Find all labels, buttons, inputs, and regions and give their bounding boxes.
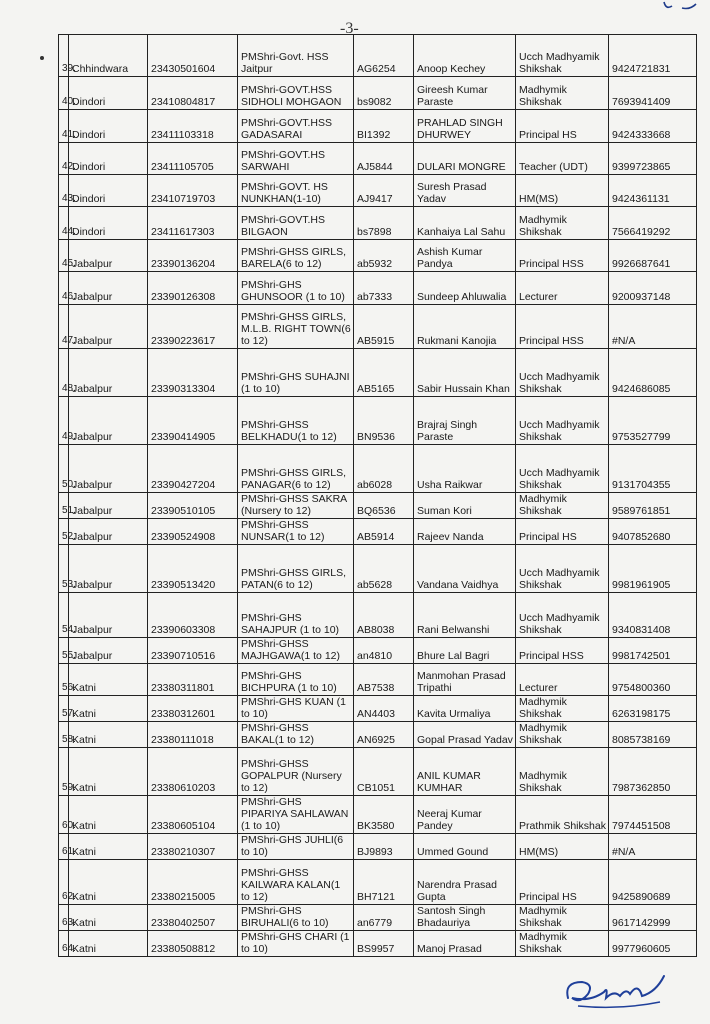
cell-code: 23380402507 xyxy=(148,905,238,931)
cell-mobile: 9131704355 xyxy=(609,445,697,493)
cell-school: PMShri-GOVT.HSS GADASARAI xyxy=(238,110,354,143)
cell-id: AN4403 xyxy=(354,696,414,722)
cell-code: 23390603308 xyxy=(148,593,238,638)
cell-id: BK3580 xyxy=(354,796,414,834)
cell-school: PMShri-GHSS GIRLS, BARELA(6 to 12) xyxy=(238,240,354,272)
cell-post: Principal HS xyxy=(516,110,609,143)
cell-name: Neeraj Kumar Pandey xyxy=(414,796,516,834)
cell-id: ab6028 xyxy=(354,445,414,493)
cell-code: 23411617303 xyxy=(148,207,238,240)
table-row xyxy=(59,493,697,519)
table-row xyxy=(59,397,697,445)
table-row xyxy=(59,860,697,905)
table-row xyxy=(59,748,697,796)
cell-mobile: 9617142999 xyxy=(609,905,697,931)
cell-code: 23390427204 xyxy=(148,445,238,493)
table-row xyxy=(59,593,697,638)
cell-name: Gireesh Kumar Paraste xyxy=(414,77,516,110)
cell-school: PMShri-GHS BIRUHALI(6 to 10) xyxy=(238,905,354,931)
cell-code: 23380610203 xyxy=(148,748,238,796)
cell-id: ab5932 xyxy=(354,240,414,272)
cell-mobile: 7987362850 xyxy=(609,748,697,796)
cell-sn: 52. xyxy=(59,519,69,545)
cell-name: Narendra Prasad Gupta xyxy=(414,860,516,905)
table-row xyxy=(59,796,697,834)
cell-code: 23390126308 xyxy=(148,272,238,305)
cell-post: HM(MS) xyxy=(516,834,609,860)
cell-district: Katni xyxy=(69,748,148,796)
cell-id: AB7538 xyxy=(354,664,414,696)
cell-school: PMShri-GOVT.HSS SIDHOLI MOHGAON xyxy=(238,77,354,110)
cell-id: AG6254 xyxy=(354,35,414,77)
cell-id: BI1392 xyxy=(354,110,414,143)
cell-id: an6779 xyxy=(354,905,414,931)
cell-mobile: 9926687641 xyxy=(609,240,697,272)
cell-sn: 49. xyxy=(59,397,69,445)
cell-name: Ummed Gound xyxy=(414,834,516,860)
cell-code: 23390510105 xyxy=(148,493,238,519)
cell-post: Madhymik Shikshak xyxy=(516,748,609,796)
cell-name: Gopal Prasad Yadav xyxy=(414,722,516,748)
cell-name: DULARI MONGRE xyxy=(414,143,516,175)
cell-code: 23390223617 xyxy=(148,305,238,349)
cell-id: AB5914 xyxy=(354,519,414,545)
cell-sn: 42. xyxy=(59,143,69,175)
table-row xyxy=(59,240,697,272)
table-row xyxy=(59,834,697,860)
cell-school: PMShri-GHSS GIRLS, PANAGAR(6 to 12) xyxy=(238,445,354,493)
cell-name: Santosh Singh Bhadauriya xyxy=(414,905,516,931)
cell-post: Madhymik Shikshak xyxy=(516,931,609,957)
cell-sn: 53. xyxy=(59,545,69,593)
cell-district: Jabalpur xyxy=(69,305,148,349)
cell-post: Principal HS xyxy=(516,860,609,905)
cell-post: Ucch Madhyamik Shikshak xyxy=(516,349,609,397)
cell-code: 23410719703 xyxy=(148,175,238,207)
cell-district: Jabalpur xyxy=(69,445,148,493)
table-row xyxy=(59,905,697,931)
cell-school: PMShri-Govt. HSS Jaitpur xyxy=(238,35,354,77)
cell-id: AB8038 xyxy=(354,593,414,638)
cell-sn: 44. xyxy=(59,207,69,240)
table-row xyxy=(59,110,697,143)
cell-id: an4810 xyxy=(354,638,414,664)
cell-code: 23380111018 xyxy=(148,722,238,748)
cell-mobile: 7693941409 xyxy=(609,77,697,110)
cell-mobile: 6263198175 xyxy=(609,696,697,722)
cell-mobile: 9424686085 xyxy=(609,349,697,397)
cell-id: bs7898 xyxy=(354,207,414,240)
cell-district: Katni xyxy=(69,722,148,748)
cell-id: AJ5844 xyxy=(354,143,414,175)
cell-name: ANIL KUMAR KUMHAR xyxy=(414,748,516,796)
cell-name: Anoop Kechey xyxy=(414,35,516,77)
cell-mobile: 8085738169 xyxy=(609,722,697,748)
cell-id: AB5165 xyxy=(354,349,414,397)
cell-school: PMShri-GHSS BAKAL(1 to 12) xyxy=(238,722,354,748)
cell-id: AN6925 xyxy=(354,722,414,748)
cell-post: Principal HSS xyxy=(516,638,609,664)
cell-name: Manmohan Prasad Tripathi xyxy=(414,664,516,696)
cell-mobile: 9200937148 xyxy=(609,272,697,305)
page-number-mark: -3- xyxy=(340,20,359,37)
table-row xyxy=(59,207,697,240)
cell-id: BH7121 xyxy=(354,860,414,905)
cell-district: Jabalpur xyxy=(69,593,148,638)
cell-post: Madhymik Shikshak xyxy=(516,696,609,722)
cell-post: Madhymik Shikshak xyxy=(516,722,609,748)
cell-id: CB1051 xyxy=(354,748,414,796)
cell-school: PMShri-GHS SUHAJNI (1 to 10) xyxy=(238,349,354,397)
cell-id: AJ9417 xyxy=(354,175,414,207)
cell-post: Principal HS xyxy=(516,519,609,545)
cell-post: Principal HSS xyxy=(516,305,609,349)
cell-post: Madhymik Shikshak xyxy=(516,493,609,519)
cell-name: Ashish Kumar Pandya xyxy=(414,240,516,272)
cell-sn: 39. xyxy=(59,35,69,77)
cell-sn: 61. xyxy=(59,834,69,860)
cell-code: 23380605104 xyxy=(148,796,238,834)
cell-id: ab7333 xyxy=(354,272,414,305)
cell-district: Chhindwara xyxy=(69,35,148,77)
cell-sn: 59. xyxy=(59,748,69,796)
cell-mobile: 7974451508 xyxy=(609,796,697,834)
cell-code: 23380508812 xyxy=(148,931,238,957)
cell-district: Jabalpur xyxy=(69,519,148,545)
table-row xyxy=(59,545,697,593)
cell-code: 23430501604 xyxy=(148,35,238,77)
cell-code: 23410804817 xyxy=(148,77,238,110)
cell-school: PMShri-GOVT. HS NUNKHAN(1-10) xyxy=(238,175,354,207)
cell-school: PMShri-GHS JUHLI(6 to 10) xyxy=(238,834,354,860)
table-row xyxy=(59,664,697,696)
cell-school: PMShri-GHS GHUNSOOR (1 to 10) xyxy=(238,272,354,305)
cell-district: Katni xyxy=(69,860,148,905)
cell-post: Lecturer xyxy=(516,664,609,696)
cell-school: PMShri-GHS CHARI (1 to 10) xyxy=(238,931,354,957)
cell-district: Katni xyxy=(69,664,148,696)
cell-name: Bhure Lal Bagri xyxy=(414,638,516,664)
cell-sn: 40. xyxy=(59,77,69,110)
cell-id: bs9082 xyxy=(354,77,414,110)
cell-school: PMShri-GOVT.HS SARWAHI xyxy=(238,143,354,175)
margin-dot xyxy=(40,56,44,60)
cell-sn: 58. xyxy=(59,722,69,748)
cell-school: PMShri-GHS BICHPURA (1 to 10) xyxy=(238,664,354,696)
cell-name: Suresh Prasad Yadav xyxy=(414,175,516,207)
cell-id: BJ9893 xyxy=(354,834,414,860)
cell-id: ab5628 xyxy=(354,545,414,593)
table-row xyxy=(59,143,697,175)
cell-district: Jabalpur xyxy=(69,397,148,445)
cell-post: Principal HSS xyxy=(516,240,609,272)
cell-sn: 51. xyxy=(59,493,69,519)
cell-name: Usha Raikwar xyxy=(414,445,516,493)
cell-code: 23380312601 xyxy=(148,696,238,722)
cell-mobile: 9340831408 xyxy=(609,593,697,638)
table-row xyxy=(59,696,697,722)
cell-post: Madhymik Shikshak xyxy=(516,207,609,240)
cell-post: Lecturer xyxy=(516,272,609,305)
cell-school: PMShri-GHSS GIRLS, PATAN(6 to 12) xyxy=(238,545,354,593)
cell-name: Rajeev Nanda xyxy=(414,519,516,545)
cell-school: PMShri-GHSS SAKRA (Nursery to 12) xyxy=(238,493,354,519)
cell-code: 23380210307 xyxy=(148,834,238,860)
cell-school: PMShri-GHSS GOPALPUR (Nursery to 12) xyxy=(238,748,354,796)
cell-post: Ucch Madhyamik Shikshak xyxy=(516,397,609,445)
cell-sn: 63. xyxy=(59,905,69,931)
cell-school: PMShri-GHS PIPARIYA SAHLAWAN (1 to 10) xyxy=(238,796,354,834)
cell-code: 23411105705 xyxy=(148,143,238,175)
cell-post: Ucch Madhyamik Shikshak xyxy=(516,35,609,77)
cell-district: Dindori xyxy=(69,77,148,110)
cell-name: Kanhaiya Lal Sahu xyxy=(414,207,516,240)
cell-post: Ucch Madhyamik Shikshak xyxy=(516,445,609,493)
cell-post: Teacher (UDT) xyxy=(516,143,609,175)
cell-mobile: 9425890689 xyxy=(609,860,697,905)
cell-sn: 43. xyxy=(59,175,69,207)
cell-district: Katni xyxy=(69,834,148,860)
cell-name: Manoj Prasad xyxy=(414,931,516,957)
cell-district: Jabalpur xyxy=(69,272,148,305)
cell-sn: 48. xyxy=(59,349,69,397)
cell-district: Dindori xyxy=(69,143,148,175)
cell-district: Katni xyxy=(69,696,148,722)
table-row xyxy=(59,638,697,664)
table-row xyxy=(59,722,697,748)
cell-code: 23390414905 xyxy=(148,397,238,445)
cell-mobile: #N/A xyxy=(609,305,697,349)
cell-code: 23390513420 xyxy=(148,545,238,593)
cell-post: Madhymik Shikshak xyxy=(516,905,609,931)
cell-school: PMShri-GHS SAHAJPUR (1 to 10) xyxy=(238,593,354,638)
cell-district: Katni xyxy=(69,796,148,834)
cell-sn: 54. xyxy=(59,593,69,638)
cell-school: PMShri-GHS KUAN (1 to 10) xyxy=(238,696,354,722)
cell-post: Ucch Madhyamik Shikshak xyxy=(516,593,609,638)
cell-school: PMShri-GHSS KAILWARA KALAN(1 to 12) xyxy=(238,860,354,905)
cell-sn: 62. xyxy=(59,860,69,905)
cell-district: Dindori xyxy=(69,110,148,143)
cell-sn: 64. xyxy=(59,931,69,957)
cell-school: PMShri-GHSS MAJHGAWA(1 to 12) xyxy=(238,638,354,664)
table-row xyxy=(59,349,697,397)
cell-post: Ucch Madhyamik Shikshak xyxy=(516,545,609,593)
cell-name: Rani Belwanshi xyxy=(414,593,516,638)
cell-mobile: 7566419292 xyxy=(609,207,697,240)
cell-id: BS9957 xyxy=(354,931,414,957)
cell-school: PMShri-GHSS NUNSAR(1 to 12) xyxy=(238,519,354,545)
cell-school: PMShri-GHSS GIRLS, M.L.B. RIGHT TOWN(6 to 12) xyxy=(238,305,354,349)
cell-sn: 47. xyxy=(59,305,69,349)
cell-mobile: 9407852680 xyxy=(609,519,697,545)
cell-code: 23380215005 xyxy=(148,860,238,905)
cell-district: Jabalpur xyxy=(69,349,148,397)
cell-district: Jabalpur xyxy=(69,638,148,664)
pen-scribble-icon xyxy=(660,0,700,12)
cell-name: Kavita Urmaliya xyxy=(414,696,516,722)
cell-sn: 60. xyxy=(59,796,69,834)
cell-post: HM(MS) xyxy=(516,175,609,207)
cell-id: AB5915 xyxy=(354,305,414,349)
cell-district: Jabalpur xyxy=(69,545,148,593)
cell-name: Vandana Vaidhya xyxy=(414,545,516,593)
table-row xyxy=(59,77,697,110)
cell-code: 23390136204 xyxy=(148,240,238,272)
cell-code: 23390524908 xyxy=(148,519,238,545)
cell-mobile: 9424333668 xyxy=(609,110,697,143)
cell-code: 23390313304 xyxy=(148,349,238,397)
table-row xyxy=(59,35,697,77)
cell-mobile: 9981961905 xyxy=(609,545,697,593)
cell-district: Jabalpur xyxy=(69,493,148,519)
cell-mobile: 9753527799 xyxy=(609,397,697,445)
cell-sn: 57. xyxy=(59,696,69,722)
cell-district: Dindori xyxy=(69,207,148,240)
cell-mobile: 9424361131 xyxy=(609,175,697,207)
cell-mobile: #N/A xyxy=(609,834,697,860)
cell-school: PMShri-GHSS BELKHADU(1 to 12) xyxy=(238,397,354,445)
cell-name: Brajraj Singh Paraste xyxy=(414,397,516,445)
cell-id: BQ6536 xyxy=(354,493,414,519)
cell-name: PRAHLAD SINGH DHURWEY xyxy=(414,110,516,143)
cell-school: PMShri-GOVT.HS BILGAON xyxy=(238,207,354,240)
table-row xyxy=(59,519,697,545)
table-row xyxy=(59,272,697,305)
cell-sn: 50. xyxy=(59,445,69,493)
cell-sn: 46. xyxy=(59,272,69,305)
cell-mobile: 9589761851 xyxy=(609,493,697,519)
cell-sn: 45. xyxy=(59,240,69,272)
cell-id: BN9536 xyxy=(354,397,414,445)
cell-district: Jabalpur xyxy=(69,240,148,272)
table-row xyxy=(59,175,697,207)
cell-name: Sabir Hussain Khan xyxy=(414,349,516,397)
cell-district: Katni xyxy=(69,931,148,957)
cell-name: Sundeep Ahluwalia xyxy=(414,272,516,305)
table-row xyxy=(59,305,697,349)
cell-sn: 56. xyxy=(59,664,69,696)
cell-mobile: 9981742501 xyxy=(609,638,697,664)
cell-mobile: 9424721831 xyxy=(609,35,697,77)
cell-name: Suman Kori xyxy=(414,493,516,519)
cell-mobile: 9977960605 xyxy=(609,931,697,957)
cell-mobile: 9399723865 xyxy=(609,143,697,175)
cell-sn: 41. xyxy=(59,110,69,143)
cell-district: Katni xyxy=(69,905,148,931)
cell-post: Madhymik Shikshak xyxy=(516,77,609,110)
cell-name: Rukmani Kanojia xyxy=(414,305,516,349)
cell-code: 23380311801 xyxy=(148,664,238,696)
table-row xyxy=(59,931,697,957)
table-row xyxy=(59,445,697,493)
cell-sn: 55. xyxy=(59,638,69,664)
cell-mobile: 9754800360 xyxy=(609,664,697,696)
cell-district: Dindori xyxy=(69,175,148,207)
staff-roster-table xyxy=(58,34,697,957)
cell-code: 23411103318 xyxy=(148,110,238,143)
handwritten-signature xyxy=(560,968,670,1012)
cell-post: Prathmik Shikshak xyxy=(516,796,609,834)
cell-code: 23390710516 xyxy=(148,638,238,664)
